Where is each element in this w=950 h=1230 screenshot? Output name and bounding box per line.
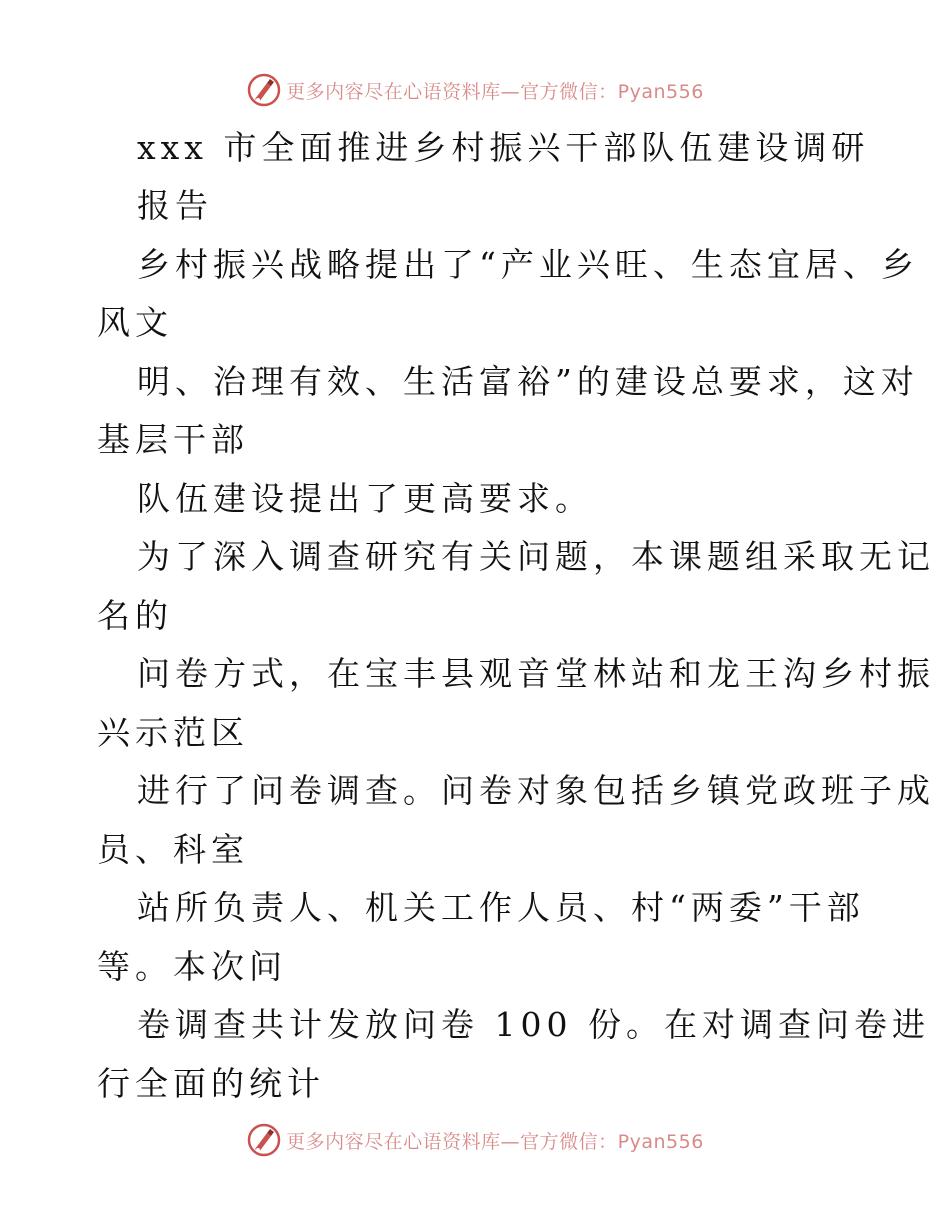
pen-logo-icon: [246, 72, 282, 108]
paragraph-line: 基层干部: [97, 420, 249, 459]
paragraph-line: 等。本次问: [97, 947, 287, 986]
paragraph-line: 卷调查共计发放问卷 100 份。在对调查问卷进: [137, 1005, 930, 1044]
paragraph-line: 进行了问卷调查。问卷对象包括乡镇党政班子成: [137, 771, 935, 810]
paragraph-line: 行全面的统计: [97, 1064, 325, 1103]
watermark-text: 更多内容尽在心语资料库—官方微信：Pyan556: [286, 80, 704, 103]
paragraph-line: 兴示范区: [97, 713, 249, 752]
paragraph-line: 为了深入调查研究有关问题，本课题组采取无记: [137, 537, 935, 576]
paragraph-line: 问卷方式，在宝丰县观音堂林站和龙王沟乡村振: [137, 654, 935, 693]
header-watermark: [0, 70, 950, 110]
paragraph-line: 队伍建设提出了更高要求。: [137, 479, 593, 518]
paragraph-line: 明、治理有效、生活富裕”的建设总要求，这对: [137, 362, 919, 401]
pen-logo-icon: [246, 1122, 282, 1158]
doc-title-line-2: 报告: [137, 186, 213, 225]
paragraph-line: 乡村振兴战略提出了“产业兴旺、生态宜居、乡: [137, 245, 919, 284]
watermark-text: 更多内容尽在心语资料库—官方微信：Pyan556: [286, 1130, 704, 1153]
doc-title-line-1: xxx 市全面推进乡村振兴干部队伍建设调研: [137, 128, 870, 167]
paragraph-line: 站所负责人、机关工作人员、村“两委”干部: [137, 888, 865, 927]
paragraph-line: 风文: [97, 303, 173, 342]
paragraph-line: 员、科室: [97, 830, 249, 869]
footer-watermark: [0, 1120, 950, 1160]
paragraph-line: 名的: [97, 596, 173, 635]
